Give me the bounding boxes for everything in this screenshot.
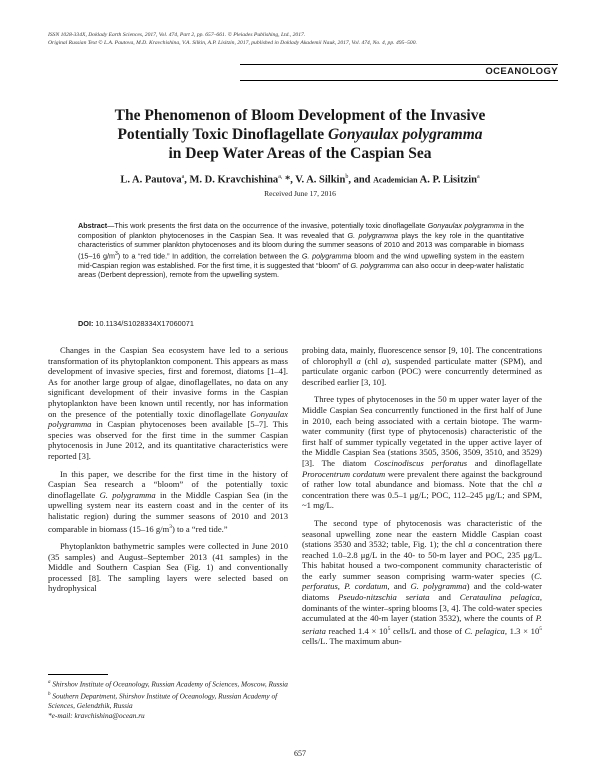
paragraph: Three types of phytocenoses in the 50 m upper water layer of the Middle Caspian Sea concurrently functioned in the first half of June in 2010, each being associated with a certain biotope. The warm-water community (first type of phytocenosis) characteristic of the first half of summer typically vegetated in the upper active layer of the Middle Caspian Sea (stations 3505, 3506, 3509, 3510, and 3529) [3]. The diatom Coscinodiscus perforatus and dinoflagellate Prorocentrum cordatum were prevalent there against the background of rather low total abundance and biomass. Note that the chl a concentration there was 0.5–1 μg/L; POC, 112–245 μg/L; and SPM, ~1 mg/L. — [302, 394, 543, 511]
section-title: OCEANOLOGY — [485, 66, 558, 77]
author-2: , M. D. Kravchishina — [184, 174, 279, 186]
received-date: Received June 17, 2016 — [264, 189, 336, 198]
paragraph: Phytoplankton bathymetric samples were collected in June 2010 (35 samples) and August–September 2013 (41 samples) in the Middle and Southern Caspian Sea (Fig. 1) and conventionally processed [8]. The sampling layers were selected based on hydrophysical — [48, 540, 288, 594]
footnote-rule — [48, 674, 108, 675]
footnotes — [48, 678, 288, 721]
abstract: Abstract—This work presents the first data on the occurrence of the invasive, potentially toxic dinoflagellate Gonyaulax polygramma in the composition of plankton phytocenoses in the Caspian Sea. It was revealed that G. polygramma plays the key role in the quantitative characteristics of summer plankton phytocenoses and its bloom during the summer seasons of 2010 and 2013 was comparable in biomass (15–16 $g/m^3$) to a “red tide.” In addition, the correlation between the G. polygramma bloom and the wind upwelling system in the eastern mid-Caspian region was established. For the first time, it is suggested that “bloom” of G. polygramma can also occur in deep-water halistatic areas (Derbent depression), remote from the upwelling system. — [78, 221, 525, 280]
right-column — [302, 345, 542, 647]
paragraph: Changes in the Caspian Sea ecosystem have led to a serious transformation of its phytoplankton component. This appears as mass development of invasive species, first and foremost, diatoms [1–4]. As for another large group of algae, dinoflagellates, no data on any significant development of their invasive forms in the Caspian phytoplankton have been known until recently, nor has information on the presence of the potentially toxic dinoflagellate Gonyaulax polygramma in Caspian phytocenoses been available [5–7]. This species was observed for the first time in the summer Caspian phytocenosis in June 2012, and its quantitative characteristics were reported [3]. — [48, 345, 288, 461]
footnote-affiliation-b: $^b$ Southern Department, Shirshov Institute of Oceanology, Russian Academy of Sciences, Gelendzhik, Russia — [48, 691, 278, 710]
footnote-email[interactable]: *e-mail: kravchishina@ocean.ru — [48, 711, 145, 721]
academician-prefix: Academician — [373, 175, 418, 185]
paragraph: The second type of phytocenosis was characteristic of the seasonal upwelling zone near the eastern Middle Caspian coast (stations 3530 and 3532; table, Fig. 1); the chl a concentration there reached 1.0–2.8 μg/L in the 40- to 50-m layer and POC, 235 μg/L. This habitat housed a two-component community characteristic of the early summer season comprising warm-water species (C. perforatus, P. cordatum, and G. polygramma) and the cold-water diatoms Pseudo-nitzschia seriata and Cerataulina pelagica, dominants of the winter–spring blooms [3, 4]. The cold-water species accumulated at the 40-m layer (station 3532), where the counts of P. seriata reached $1.4 \times 10^5$ cells/L and those of C. pelagica, $1.3 \times 10^5$ cells/L. The maximum abun- — [302, 517, 543, 647]
doi: DOI: 10.1134/S1028334X17060071 — [78, 319, 194, 328]
title-species: Gonyaulax polygramma — [327, 126, 483, 143]
paragraph: probing data, mainly, fluorescence sensor [9, 10]. The concentrations of chlorophyll a (chl a), suspended particulate matter (SPM), and particulate organic carbon (POC) were concurrently determined as described earlier [3, 10]. — [302, 345, 542, 387]
author-4: A. P. Lisitzin — [417, 174, 477, 186]
left-column — [48, 345, 288, 594]
header-line-1: ISSN 1028-334X, Doklady Earth Sciences, 2017, Vol. 474, Part 2, pp. 657–661. © Pleiades Publishing, Ltd., 2017. — [48, 32, 306, 38]
abstract-label: Abstract — [78, 221, 108, 230]
page-number: 657 — [294, 749, 306, 758]
title-line-2: Potentially Toxic Dinoflagellate Gonyaulax polygramma — [117, 126, 483, 143]
author-3: , V. A. Silkin — [290, 174, 346, 186]
paragraph: In this paper, we describe for the first time in the history of Caspian Sea research a “bloom” of the potentially toxic dinoflagellate G. polygramma in the Middle Caspian Sea (in the upwelling system near its eastern coast and in the center of its halistatic region) during the summer seasons of 2010 and 2013 comparable in biomass (15–16 $g/m^3$) to a “red tide.” — [48, 468, 288, 534]
header-line-2: Original Russian Text © L.A. Pautova, M.D. Kravchishina, V.A. Silkin, A.P. Lisitzin, 2017, published in Doklady Akademii Nauk, 2017, Vol. 474, No. 4, pp. 495–500. — [48, 40, 417, 46]
journal-header — [48, 31, 558, 47]
article-title — [70, 106, 530, 163]
author-1: L. A. Pautova — [120, 174, 182, 186]
footnote-affiliation-a: $^a$ Shirshov Institute of Oceanology, Russian Academy of Sciences, Moscow, Russia — [48, 679, 288, 689]
title-line-3: in Deep Water Areas of the Caspian Sea — [168, 145, 432, 162]
author-list: L. A. Pautova$^a$, M. D. Kravchishina$^{a,}$ *, V. A. Silkin$^b$, and Academician A. P. Lisitzin$^a$ — [120, 174, 480, 186]
section-rule-bottom — [240, 80, 558, 81]
doi-value[interactable]: 10.1134/S1028334X17060071 — [93, 319, 194, 328]
title-line-1: The Phenomenon of Bloom Development of the Invasive — [114, 107, 486, 124]
